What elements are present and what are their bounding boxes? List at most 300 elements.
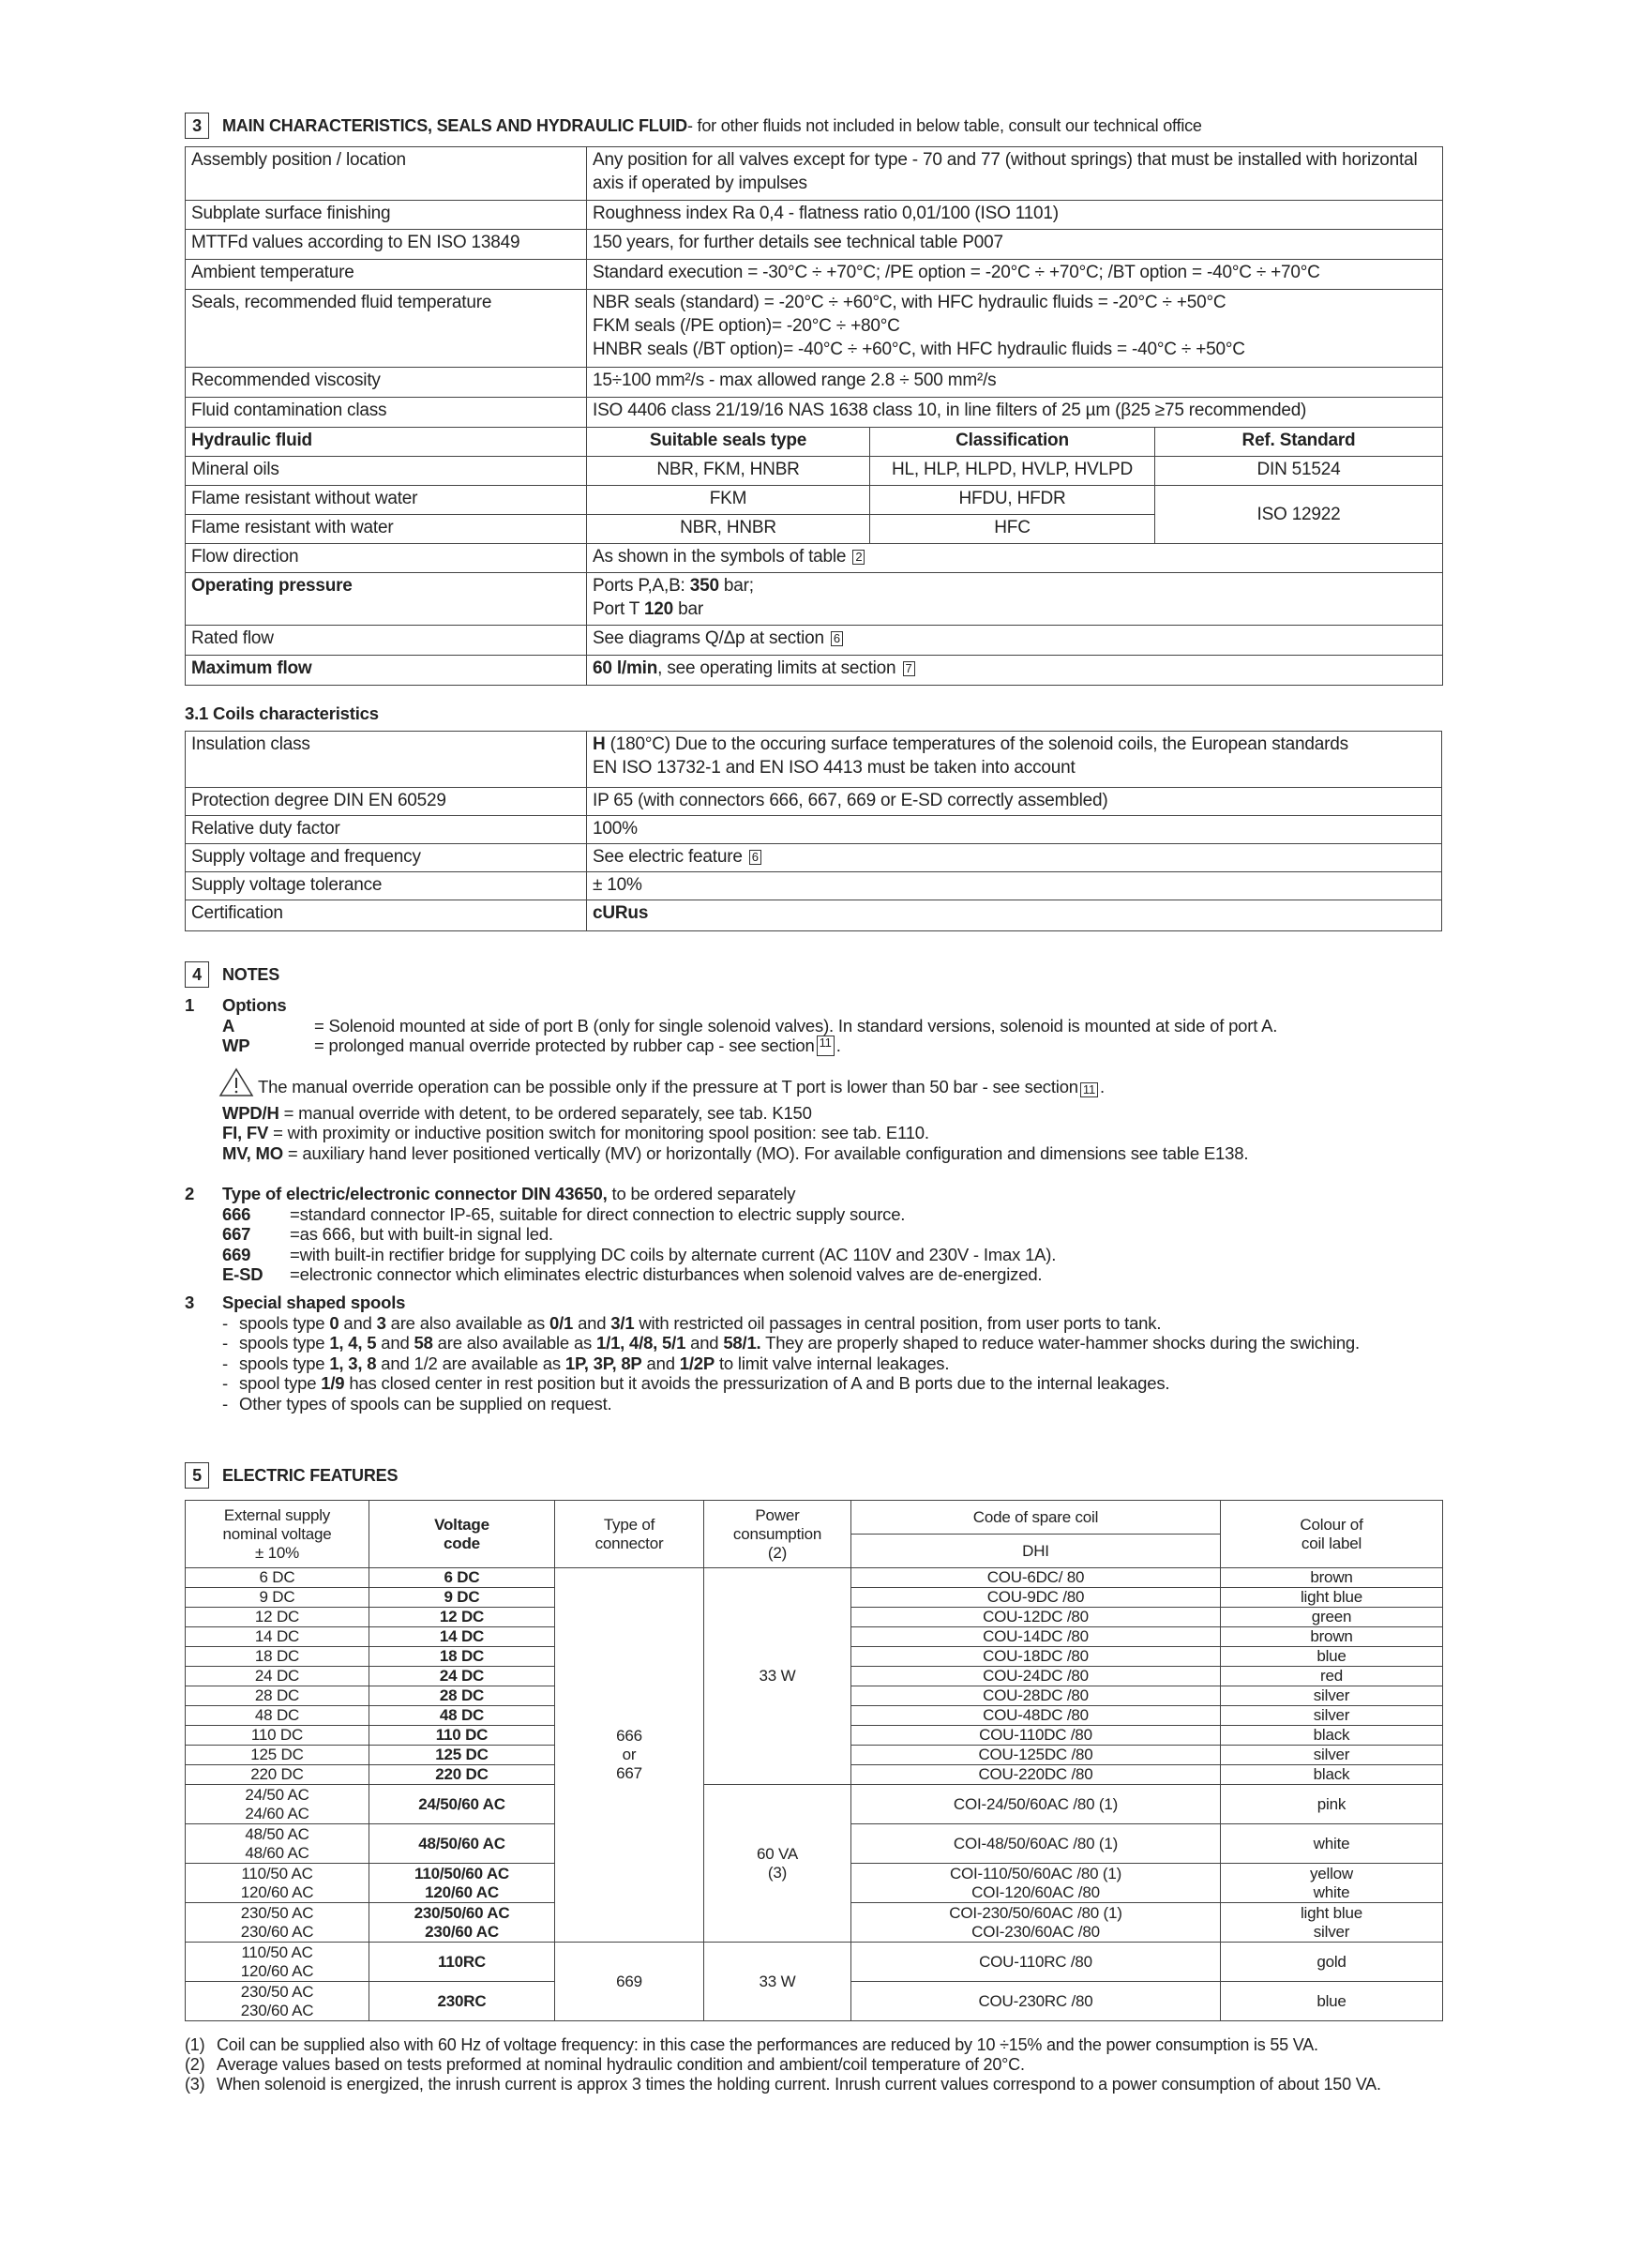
cell-line: black bbox=[1313, 1765, 1350, 1783]
row-label: Flow direction bbox=[186, 544, 587, 573]
cell-line: silver bbox=[1313, 1706, 1350, 1724]
cell-line: COU-220DC /80 bbox=[978, 1765, 1093, 1783]
section-ref-box: 7 bbox=[903, 661, 915, 676]
text-run: spools type bbox=[239, 1333, 330, 1353]
cell-line: 230/60 AC bbox=[240, 1922, 314, 1941]
row-value bbox=[587, 844, 1442, 872]
text-run: spools type bbox=[239, 1312, 330, 1333]
bold-text-run: 3/1 bbox=[610, 1312, 635, 1333]
cell-line: code bbox=[444, 1534, 480, 1552]
table-row bbox=[186, 1785, 1443, 1824]
dash-bullet: - bbox=[222, 1353, 228, 1373]
cell-line: nominal voltage bbox=[222, 1524, 332, 1543]
table-row bbox=[186, 656, 1443, 686]
spool-item bbox=[185, 1353, 1446, 1374]
cell-line: 9 DC bbox=[444, 1588, 480, 1606]
note-text: = auxiliary hand lever positioned vertically (MV) or horizontally (MO). For available configuration and dimensions see table E138. bbox=[282, 1142, 1249, 1163]
footnote-text: When solenoid is energized, the inrush current is approx 3 times the holding current. Inrush current values correspond to a power consumption of about 150 VA. bbox=[217, 2075, 1381, 2094]
spare-coil-code bbox=[851, 1864, 1221, 1903]
fluid-standard: DIN 51524 bbox=[1155, 457, 1443, 486]
cell-line: yellow bbox=[1309, 1864, 1354, 1882]
cell-line: 666 bbox=[616, 1727, 642, 1745]
voltage-code-header bbox=[369, 1501, 555, 1568]
voltage-code bbox=[369, 1943, 555, 1982]
note-item bbox=[185, 1036, 1446, 1056]
dash-bullet: - bbox=[222, 1373, 228, 1393]
bold-text-run: 1, 4, 5 bbox=[329, 1333, 377, 1353]
cell-line: 14 DC bbox=[254, 1627, 300, 1645]
section-title: NOTES bbox=[222, 964, 280, 984]
coil-label-colour bbox=[1221, 1824, 1443, 1864]
spool-item bbox=[185, 1313, 1446, 1334]
cell-line: 110/50/60 AC bbox=[414, 1864, 509, 1882]
cell-line: 24/50 AC bbox=[245, 1785, 309, 1804]
coil-label-colour bbox=[1221, 1864, 1443, 1903]
cell-line: Voltage bbox=[434, 1515, 489, 1534]
note-item bbox=[185, 1204, 1446, 1225]
bold-text-run: 350 bbox=[689, 576, 719, 596]
text-run: ISO 4406 class 21/19/16 NAS 1638 class 10, in line filters of 25 µm (β25 ≥75 recommended) bbox=[593, 401, 1307, 420]
row-label: Maximum flow bbox=[186, 656, 587, 686]
text-line bbox=[593, 817, 1436, 840]
supply-voltage bbox=[186, 1982, 369, 2021]
table-row bbox=[186, 1943, 1443, 1982]
cell-line: 48/50/60 AC bbox=[418, 1834, 505, 1852]
text-run: spools type bbox=[239, 1353, 330, 1373]
note-item bbox=[185, 1103, 1446, 1124]
fluid-name: Flame resistant without water bbox=[186, 486, 587, 515]
table-row bbox=[186, 732, 1442, 788]
cell-line: green bbox=[1311, 1608, 1352, 1625]
fluid-seals: NBR, HNBR bbox=[587, 515, 870, 544]
table-row bbox=[186, 147, 1443, 201]
cell-line: COU-18DC /80 bbox=[983, 1647, 1089, 1665]
cell-line: gold bbox=[1317, 1952, 1347, 1971]
bold-text-run: 1/2P bbox=[679, 1353, 715, 1373]
text-run: 15÷100 mm²/s - max allowed range 2.8 ÷ 500 mm²/s bbox=[593, 370, 997, 390]
supply-voltage bbox=[186, 1608, 369, 1627]
note-item bbox=[185, 1264, 1446, 1285]
row-value bbox=[587, 788, 1442, 816]
text-line bbox=[593, 845, 1436, 869]
cell-line: External supply bbox=[223, 1505, 331, 1524]
voltage-code bbox=[369, 1627, 555, 1647]
supply-voltage bbox=[186, 1667, 369, 1686]
spare-coil-code bbox=[851, 1686, 1221, 1706]
table-row bbox=[186, 290, 1443, 368]
table-row bbox=[186, 900, 1442, 931]
text-run: See electric feature bbox=[593, 847, 747, 867]
spare-coil-code bbox=[851, 1785, 1221, 1824]
cell-line: 9 DC bbox=[259, 1588, 295, 1606]
text-run: ± 10% bbox=[593, 875, 642, 895]
cell-line: or bbox=[622, 1746, 637, 1763]
row-value bbox=[587, 656, 1443, 686]
power-consumption bbox=[704, 1943, 851, 2021]
row-value bbox=[587, 573, 1443, 626]
table-row bbox=[186, 230, 1443, 260]
bold-text-run: 0/1 bbox=[549, 1312, 574, 1333]
text-run: Roughness index Ra 0,4 - flatness ratio 0,01/100 (ISO 1101) bbox=[593, 204, 1059, 223]
row-value bbox=[587, 201, 1443, 230]
cell-line: 24/50/60 AC bbox=[418, 1794, 505, 1813]
fluid-standard: ISO 12922 bbox=[1155, 486, 1443, 544]
bold-text-run: 0 bbox=[329, 1312, 339, 1333]
fluid-seals: NBR, FKM, HNBR bbox=[587, 457, 870, 486]
supply-voltage bbox=[186, 1864, 369, 1903]
text-run: to limit valve internal leakages. bbox=[715, 1353, 950, 1373]
cell-line: blue bbox=[1317, 1647, 1347, 1665]
bold-text-run: 1P, 3P, 8P bbox=[564, 1353, 642, 1373]
main-characteristics-table bbox=[185, 146, 1443, 686]
row-value bbox=[587, 368, 1443, 398]
fluid-row bbox=[186, 486, 1443, 515]
coil-label-colour bbox=[1221, 1785, 1443, 1824]
cell-line: COU-9DC /80 bbox=[986, 1588, 1085, 1606]
cell-line: 6 DC bbox=[259, 1568, 295, 1586]
row-value bbox=[587, 732, 1442, 788]
note-key: WP bbox=[222, 1036, 250, 1055]
bold-text-run: 1, 3, 8 bbox=[329, 1353, 377, 1373]
fluid-row bbox=[186, 457, 1443, 486]
cell-line: 120/60 AC bbox=[240, 1961, 314, 1980]
row-value bbox=[587, 900, 1442, 931]
spool-item bbox=[185, 1394, 1446, 1414]
note-text: = Solenoid mounted at side of port B (only for single solenoid valves). In standard versions, solenoid is mounted at side of port A. bbox=[314, 1015, 1278, 1036]
note-text: =with built-in rectifier bridge for supplying DC coils by alternate current (AC 110V and 230V - Imax 1A). bbox=[290, 1244, 1057, 1264]
cell-line: COU-28DC /80 bbox=[983, 1686, 1089, 1704]
spare-coil-code bbox=[851, 1943, 1221, 1982]
text-run: . bbox=[835, 1036, 841, 1055]
cell-line: 18 DC bbox=[439, 1647, 485, 1665]
section-subtitle: - for other fluids not included in below table, consult our technical office bbox=[686, 115, 1202, 135]
voltage-code bbox=[369, 1746, 555, 1765]
cell-line: light blue bbox=[1300, 1903, 1363, 1922]
connector-type bbox=[555, 1568, 704, 1943]
cell-line: COU-12DC /80 bbox=[983, 1608, 1089, 1625]
text-run: Any position for all valves except for type - 70 and 77 (without springs) that must be installed with horizontal axis if operated by impulses bbox=[593, 150, 1418, 193]
text-run: Port T bbox=[593, 599, 644, 619]
cell-line: 24 DC bbox=[439, 1667, 485, 1685]
note-text: =electronic connector which eliminates electric disturbances when solenoid valves are de-energized. bbox=[290, 1264, 1043, 1284]
row-label: Assembly position / location bbox=[186, 147, 587, 201]
text-run: As shown in the symbols of table bbox=[593, 547, 851, 567]
text-run: bar; bbox=[718, 576, 754, 596]
section-title: MAIN CHARACTERISTICS, SEALS AND HYDRAULIC FLUID bbox=[222, 115, 687, 135]
text-line bbox=[593, 657, 1437, 680]
cell-line: 48 DC bbox=[254, 1706, 300, 1724]
row-value bbox=[587, 398, 1443, 428]
section-5-header bbox=[185, 1462, 398, 1489]
spare-coil-code bbox=[851, 1588, 1221, 1608]
note-item bbox=[185, 1123, 1446, 1143]
fluid-classification: HFC bbox=[870, 515, 1155, 544]
bold-text-run: 3 bbox=[376, 1312, 386, 1333]
row-value bbox=[587, 230, 1443, 260]
cell-line: 230RC bbox=[437, 1991, 487, 2010]
bold-text-run: 60 l/min bbox=[593, 658, 658, 678]
cell-line: brown bbox=[1310, 1568, 1353, 1586]
spare-coil-code bbox=[851, 1706, 1221, 1726]
note-item bbox=[185, 1143, 1446, 1164]
warning-triangle-icon bbox=[218, 1067, 254, 1097]
section-number: 5 bbox=[185, 1462, 209, 1489]
cell-line: 60 VA bbox=[756, 1844, 799, 1863]
note-number: 1 bbox=[185, 995, 195, 1015]
supply-voltage bbox=[186, 1726, 369, 1746]
row-value bbox=[587, 290, 1443, 368]
fluid-header-cell: Ref. Standard bbox=[1155, 428, 1443, 457]
notes-spools bbox=[185, 1293, 1446, 1414]
table-row bbox=[186, 368, 1443, 398]
text-run: bar bbox=[673, 599, 703, 619]
cell-line: 230/50 AC bbox=[240, 1903, 314, 1922]
spool-text bbox=[239, 1333, 1360, 1353]
notes-connectors bbox=[185, 1184, 1446, 1285]
power-header bbox=[704, 1501, 851, 1568]
cell-line: connector bbox=[594, 1534, 664, 1552]
cell-line: COU-48DC /80 bbox=[983, 1706, 1089, 1724]
cell-line: Colour of bbox=[1300, 1515, 1363, 1534]
coil-label-colour bbox=[1221, 1726, 1443, 1746]
supply-header bbox=[186, 1501, 369, 1568]
note-key: WPD/H bbox=[222, 1102, 279, 1123]
table-row bbox=[186, 626, 1443, 656]
text-line bbox=[593, 789, 1436, 812]
text-run: FKM seals (/PE option)= -20°C ÷ +80°C bbox=[593, 316, 900, 336]
coil-label-colour bbox=[1221, 1588, 1443, 1608]
text-run: and 1/2 are available as bbox=[376, 1353, 565, 1373]
note-key: MV, MO bbox=[222, 1142, 283, 1163]
spare-coil-header: Code of spare coil bbox=[851, 1501, 1221, 1535]
cell-line: pink bbox=[1317, 1794, 1347, 1813]
row-label: Rated flow bbox=[186, 626, 587, 656]
spool-text bbox=[239, 1373, 1169, 1394]
text-line bbox=[593, 314, 1437, 338]
spool-item bbox=[185, 1373, 1446, 1394]
supply-voltage bbox=[186, 1903, 369, 1943]
note-key: A bbox=[222, 1015, 235, 1036]
cell-line: 33 W bbox=[759, 1667, 796, 1685]
spare-coil-code bbox=[851, 1568, 1221, 1588]
cell-line: 230/50 AC bbox=[240, 1982, 314, 2001]
text-run: and bbox=[339, 1312, 377, 1333]
row-label: Subplate surface finishing bbox=[186, 201, 587, 230]
text-line bbox=[593, 399, 1437, 422]
note-item bbox=[185, 1245, 1446, 1265]
spare-coil-code bbox=[851, 1726, 1221, 1746]
supply-voltage bbox=[186, 1568, 369, 1588]
cell-line: 12 DC bbox=[254, 1608, 300, 1625]
text-line bbox=[593, 901, 1436, 925]
text-line bbox=[593, 338, 1437, 361]
coil-label-colour bbox=[1221, 1568, 1443, 1588]
cell-line: 125 DC bbox=[250, 1746, 304, 1763]
cell-line: 48/60 AC bbox=[245, 1843, 309, 1862]
spare-coil-code bbox=[851, 1903, 1221, 1943]
row-value bbox=[587, 147, 1443, 201]
voltage-code bbox=[369, 1982, 555, 2021]
text-run: 100% bbox=[593, 819, 638, 839]
cell-line: 110 DC bbox=[250, 1726, 304, 1744]
coil-label-colour bbox=[1221, 1608, 1443, 1627]
cell-line: COU-6DC/ 80 bbox=[986, 1568, 1085, 1586]
section-ref-box: 11 bbox=[817, 1036, 835, 1056]
row-value bbox=[587, 260, 1443, 290]
voltage-code bbox=[369, 1726, 555, 1746]
coil-label-colour bbox=[1221, 1686, 1443, 1706]
spare-coil-code bbox=[851, 1627, 1221, 1647]
table-row bbox=[186, 398, 1443, 428]
fluid-header-cell: Hydraulic fluid bbox=[186, 428, 587, 457]
supply-voltage bbox=[186, 1765, 369, 1785]
cell-line: 220 DC bbox=[250, 1765, 304, 1783]
text-line bbox=[593, 231, 1437, 254]
row-label: Recommended viscosity bbox=[186, 368, 587, 398]
text-run: NBR seals (standard) = -20°C ÷ +60°C, with HFC hydraulic fluids = -20°C ÷ +50°C bbox=[593, 293, 1226, 312]
cell-line: 48/50 AC bbox=[245, 1824, 309, 1843]
bold-text-run: H bbox=[593, 734, 606, 754]
section-3-header bbox=[185, 113, 1202, 139]
footnote-number: (1) bbox=[185, 2035, 205, 2054]
warning-note: The manual override operation can be possible only if the pressure at T port is lower than 50 bar - see section 11 . bbox=[185, 1069, 1446, 1097]
supply-voltage bbox=[186, 1824, 369, 1864]
cell-line: Type of bbox=[603, 1515, 655, 1534]
text-run: (180°C) Due to the occuring surface temperatures of the solenoid coils, the European standards bbox=[605, 734, 1348, 754]
text-line bbox=[593, 733, 1436, 756]
text-run: and bbox=[641, 1353, 680, 1373]
supply-voltage bbox=[186, 1686, 369, 1706]
power-consumption bbox=[704, 1785, 851, 1943]
cell-line: light blue bbox=[1300, 1588, 1363, 1606]
notes-options bbox=[185, 995, 1446, 1163]
footnote-number: (2) bbox=[185, 2055, 205, 2074]
coil-label-colour bbox=[1221, 1706, 1443, 1726]
coil-label-colour bbox=[1221, 1647, 1443, 1667]
text-run: spool type bbox=[239, 1373, 322, 1393]
cell-line: 110RC bbox=[438, 1952, 486, 1971]
text-run: IP 65 (with connectors 666, 667, 669 or E-SD correctly assembled) bbox=[593, 791, 1108, 810]
cell-line: COI-48/50/60AC /80 (1) bbox=[953, 1834, 1119, 1852]
supply-voltage bbox=[186, 1706, 369, 1726]
text-run: , see operating limits at section bbox=[657, 658, 901, 678]
cell-line: 230/50/60 AC bbox=[414, 1903, 510, 1922]
voltage-code bbox=[369, 1686, 555, 1706]
note-title: Special shaped spools bbox=[222, 1293, 406, 1312]
cell-line: COU-24DC /80 bbox=[983, 1667, 1089, 1685]
text-run: HNBR seals (/BT option)= -40°C ÷ +60°C, with HFC hydraulic fluids = -40°C ÷ +50°C bbox=[593, 340, 1245, 359]
text-line bbox=[593, 873, 1436, 897]
note-title-suffix: to be ordered separately bbox=[607, 1184, 796, 1203]
note-text: =as 666, but with built-in signal led. bbox=[290, 1224, 553, 1244]
row-label: Relative duty factor bbox=[186, 816, 587, 844]
note-title: Type of electric/electronic connector DIN 43650, bbox=[222, 1184, 608, 1203]
header-row bbox=[186, 1501, 1443, 1535]
cell-line: Power bbox=[755, 1505, 800, 1524]
cell-line: 125 DC bbox=[435, 1746, 489, 1763]
spare-coil-code bbox=[851, 1647, 1221, 1667]
bold-text-run: 1/1, 4/8, 5/1 bbox=[596, 1333, 686, 1353]
cell-line: silver bbox=[1313, 1686, 1350, 1704]
footnote bbox=[185, 2075, 1446, 2094]
text-line bbox=[593, 597, 1437, 621]
bold-text-run: 120 bbox=[643, 599, 674, 619]
electric-features-table bbox=[185, 1500, 1443, 2021]
cell-line: 28 DC bbox=[439, 1686, 485, 1704]
cell-line: 24 DC bbox=[254, 1667, 300, 1685]
note-text: = with proximity or inductive position switch for monitoring spool position: see tab. E110. bbox=[268, 1123, 929, 1142]
coil-label-colour bbox=[1221, 1943, 1443, 1982]
row-label: Protection degree DIN EN 60529 bbox=[186, 788, 587, 816]
bold-text-run: cURus bbox=[593, 903, 649, 923]
note-key: E-SD bbox=[222, 1264, 263, 1284]
colour-header bbox=[1221, 1501, 1443, 1568]
note-key: 669 bbox=[222, 1244, 251, 1264]
section-4-header bbox=[185, 961, 279, 988]
supply-voltage bbox=[186, 1627, 369, 1647]
spool-item bbox=[185, 1333, 1446, 1353]
row-value bbox=[587, 544, 1443, 573]
cell-line: COU-14DC /80 bbox=[983, 1627, 1089, 1645]
text-line bbox=[593, 756, 1436, 779]
note-item bbox=[185, 1224, 1446, 1245]
fluid-classification: HFDU, HFDR bbox=[870, 486, 1155, 515]
footnote-number: (3) bbox=[185, 2075, 205, 2094]
voltage-code bbox=[369, 1706, 555, 1726]
note-number: 3 bbox=[185, 1293, 195, 1312]
cell-line: 24/60 AC bbox=[245, 1804, 309, 1822]
table-row bbox=[186, 788, 1442, 816]
bold-text-run: 1/9 bbox=[321, 1373, 345, 1393]
fluid-name: Mineral oils bbox=[186, 457, 587, 486]
supply-voltage bbox=[186, 1746, 369, 1765]
supply-voltage bbox=[186, 1647, 369, 1667]
section-ref-box: 6 bbox=[749, 850, 761, 865]
cell-line: white bbox=[1313, 1882, 1350, 1901]
cell-line: 18 DC bbox=[254, 1647, 300, 1665]
section-ref-box: 2 bbox=[852, 550, 865, 565]
section-ref-box: 6 bbox=[831, 631, 843, 646]
row-label: Seals, recommended fluid temperature bbox=[186, 290, 587, 368]
note-key: 666 bbox=[222, 1203, 251, 1224]
row-label: Supply voltage and frequency bbox=[186, 844, 587, 872]
cell-line: COI-24/50/60AC /80 (1) bbox=[953, 1794, 1119, 1813]
note-number: 2 bbox=[185, 1184, 195, 1203]
cell-line: (2) bbox=[767, 1543, 788, 1562]
table-row bbox=[186, 872, 1442, 900]
note-title: Options bbox=[222, 995, 287, 1015]
cell-line: black bbox=[1313, 1726, 1350, 1744]
connector-header bbox=[555, 1501, 704, 1568]
text-run: EN ISO 13732-1 and EN ISO 4413 must be taken into account bbox=[593, 758, 1076, 778]
cell-line: 33 W bbox=[759, 1972, 796, 1990]
fluid-header-cell: Suitable seals type bbox=[587, 428, 870, 457]
cell-line: 230/60 AC bbox=[425, 1922, 499, 1941]
cell-line: COI-120/60AC /80 bbox=[971, 1882, 1100, 1901]
coil-label-colour bbox=[1221, 1903, 1443, 1943]
note-key: FI, FV bbox=[222, 1123, 269, 1142]
row-label: Insulation class bbox=[186, 732, 587, 788]
spool-text bbox=[239, 1353, 949, 1374]
table-row bbox=[186, 816, 1442, 844]
spare-coil-code bbox=[851, 1746, 1221, 1765]
dhi-header: DHI bbox=[851, 1535, 1221, 1568]
note-text: =standard connector IP-65, suitable for direct connection to electric supply source. bbox=[290, 1203, 906, 1224]
spool-text bbox=[239, 1313, 1161, 1334]
text-run: are also available as bbox=[385, 1312, 550, 1333]
fluid-seals: FKM bbox=[587, 486, 870, 515]
cell-line: white bbox=[1313, 1834, 1350, 1852]
